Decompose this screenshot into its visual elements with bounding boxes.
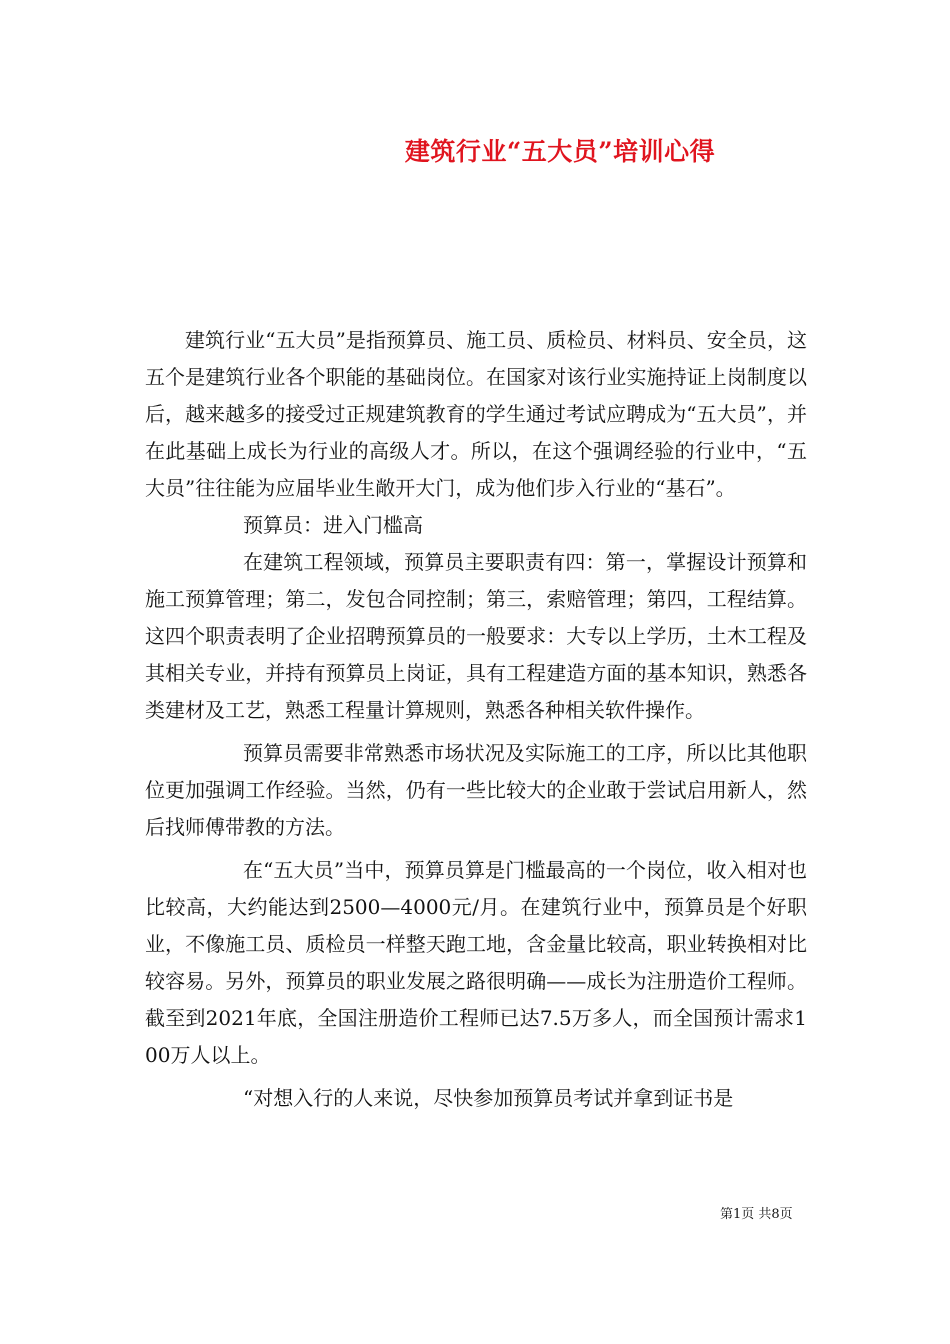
paragraph-intro: 建筑行业“五大员”是指预算员、施工员、质检员、材料员、安全员，这五个是建筑行业各个职能的基础岗位。在国家对该行业实施持证上岗制度以后，越来越多的接受过正规建筑教育的学生通过考试应聘成为“五大员”，并在此基础上成长为行业的高级人才。所以，在这个强调经验的行业中，“五大员”往往能为应届毕业生敞开大门，成为他们步入行业的“基石”。 xyxy=(145,328,807,500)
page-number: 第1页 共8页 xyxy=(720,1207,793,1222)
document-body xyxy=(145,322,807,1117)
section-heading-budget-clerk: 预算员：进入门槛高 xyxy=(243,513,423,537)
paragraph-quote-start: “对想入行的人来说，尽快参加预算员考试并拿到证书是 xyxy=(243,1086,734,1110)
paragraph-budget-experience: 预算员需要非常熟悉市场状况及实际施工的工序，所以比其他职位更加强调工作经验。当然，仍有一些比较大的企业敢于尝试启用新人，然后找师傅带教的方法。 xyxy=(145,741,807,839)
paragraph-budget-income: 在“五大员”当中，预算员算是门槛最高的一个岗位，收入相对也比较高，大约能达到2500—4000元/月。在建筑行业中，预算员是个好职业，不像施工员、质检员一样整天跑工地，含金量比较高，职业转换相对比较容易。另外，预算员的职业发展之路很明确——成长为注册造价工程师。截至到2021年底，全国注册造价工程师已达7.5万多人，而全国预计需求100万人以上。 xyxy=(145,858,807,1067)
paragraph-budget-duties: 在建筑工程领域，预算员主要职责有四：第一，掌握设计预算和施工预算管理；第二，发包合同控制；第三，索赔管理；第四，工程结算。这四个职责表明了企业招聘预算员的一般要求：大专以上学历，土木工程及其相关专业，并持有预算员上岗证，具有工程建造方面的基本知识，熟悉各类建材及工艺，熟悉工程量计算规则，熟悉各种相关软件操作。 xyxy=(145,550,807,722)
document-title: 建筑行业“五大员”培训心得 xyxy=(404,137,716,166)
